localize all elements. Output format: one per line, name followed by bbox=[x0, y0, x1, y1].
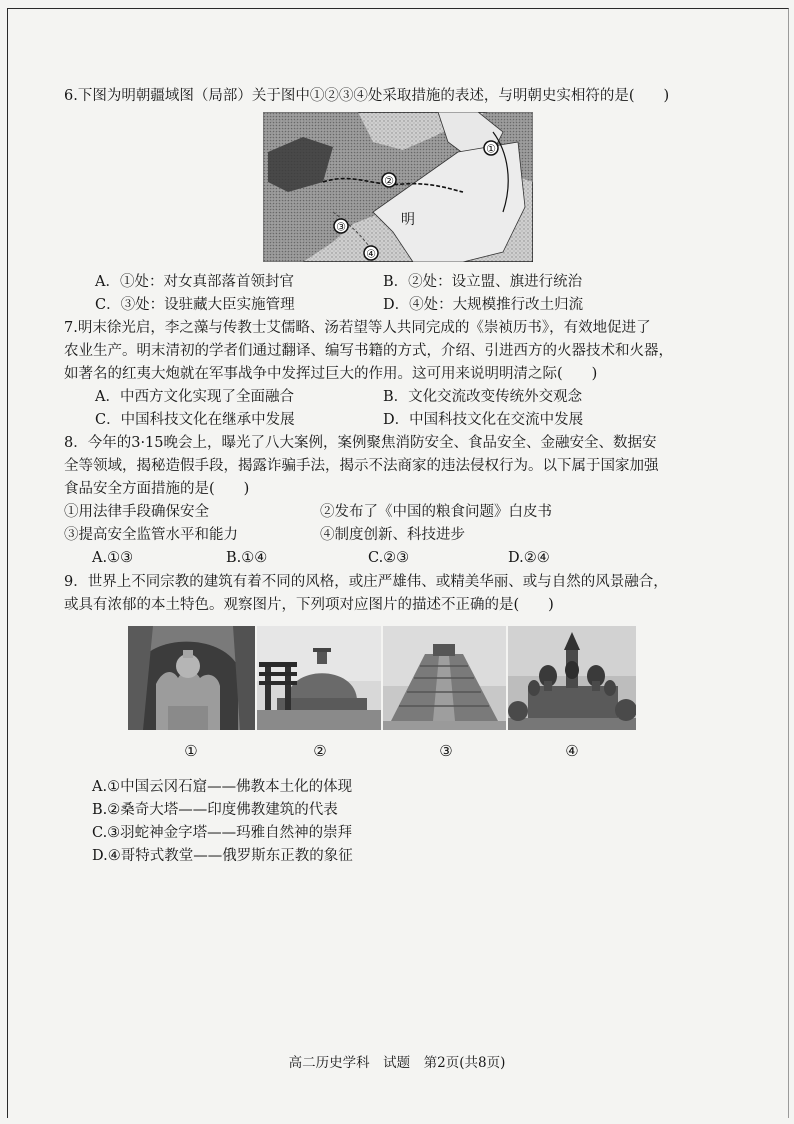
q8-option-d: D.②④ bbox=[508, 550, 550, 566]
photo-caption-2: ② bbox=[313, 742, 327, 760]
photo-kukulcan-pyramid bbox=[383, 626, 506, 730]
map-marker-1: ① bbox=[486, 142, 496, 156]
photo-caption-3: ③ bbox=[439, 742, 453, 760]
q9-line-1: 9．世界上不同宗教的建筑有着不同的风格，或庄严雄伟、或精美华丽、或与自然的风景融合， bbox=[64, 574, 668, 590]
q8-item-2: ②发布了《中国的粮食问题》白皮书 bbox=[320, 504, 552, 520]
photo-caption-1: ① bbox=[184, 742, 198, 760]
q6-stem: 6.下图为明朝疆域图（局部）关于图中①②③④处采取措施的表述，与明朝史实相符的是( ) bbox=[64, 88, 670, 104]
photo-yungang-grottoes bbox=[128, 626, 255, 730]
q8-item-1: ①用法律手段确保安全 bbox=[64, 504, 209, 520]
q8-line-2: 全等领域，揭秘造假手段，揭露诈骗手法，揭示不法商家的违法侵权行为。以下属于国家加强 bbox=[64, 458, 659, 474]
q8-option-b: B.①④ bbox=[226, 550, 268, 566]
q7-line-3: 如著名的红夷大炮就在军事战争中发挥过巨大的作用。这可用来说明明清之际( ) bbox=[64, 366, 598, 382]
map-marker-2: ② bbox=[384, 174, 394, 188]
q8-item-4: ④制度创新、科技进步 bbox=[320, 527, 465, 543]
page-footer: 高二历史学科 试题 第2页(共8页) bbox=[288, 1055, 506, 1071]
q9-option-b: B.②桑奇大塔——印度佛教建筑的代表 bbox=[92, 802, 338, 818]
q6-option-a: A．①处：对女真部落首领封官 bbox=[95, 274, 294, 290]
q7-line-2: 农业生产。明末清初的学者们通过翻译、编写书籍的方式，介绍、引进西方的火器技术和火器， bbox=[64, 343, 673, 359]
q9-option-d: D.④哥特式教堂——俄罗斯东正教的象征 bbox=[92, 848, 353, 864]
q7-line-1: 7.明末徐光启，李之藻与传教士艾儒略、汤若望等人共同完成的《崇祯历书》，有效地促进了 bbox=[64, 320, 651, 336]
q8-option-c: C.②③ bbox=[368, 550, 410, 566]
q6-option-d: D．④处：大规模推行改土归流 bbox=[383, 297, 584, 313]
q6-option-c: C．③处：设驻藏大臣实施管理 bbox=[95, 297, 295, 313]
q7-option-d: D．中国科技文化在交流中发展 bbox=[383, 412, 584, 428]
photo-caption-4: ④ bbox=[565, 742, 579, 760]
q8-line-1: 8．今年的3·15晚会上，曝光了八大案例，案例聚焦消防安全、食品安全、金融安全、数据安 bbox=[64, 435, 657, 451]
q7-option-c: C．中国科技文化在继承中发展 bbox=[95, 412, 295, 428]
map-marker-4: ④ bbox=[366, 247, 376, 261]
map-label-ming: 明 bbox=[401, 212, 415, 228]
ming-territory-map bbox=[263, 112, 533, 262]
q8-item-3: ③提高安全监管水平和能力 bbox=[64, 527, 238, 543]
q6-option-b: B．②处：设立盟、旗进行统治 bbox=[383, 274, 583, 290]
q9-option-a: A.①中国云冈石窟——佛教本土化的体现 bbox=[92, 779, 353, 795]
q8-line-3: 食品安全方面措施的是( ) bbox=[64, 481, 250, 497]
q7-option-b: B．文化交流改变传统外交观念 bbox=[383, 389, 583, 405]
q9-line-2: 或具有浓郁的本土特色。观察图片，下列项对应图片的描述不正确的是( ) bbox=[64, 597, 554, 613]
photo-st-basils-cathedral bbox=[508, 626, 636, 730]
photo-sanchi-stupa bbox=[257, 626, 381, 730]
map-marker-3: ③ bbox=[336, 220, 346, 234]
q9-option-c: C.③羽蛇神金字塔——玛雅自然神的崇拜 bbox=[92, 825, 353, 841]
q7-option-a: A．中西方文化实现了全面融合 bbox=[95, 389, 294, 405]
q8-option-a: A.①③ bbox=[92, 550, 134, 566]
